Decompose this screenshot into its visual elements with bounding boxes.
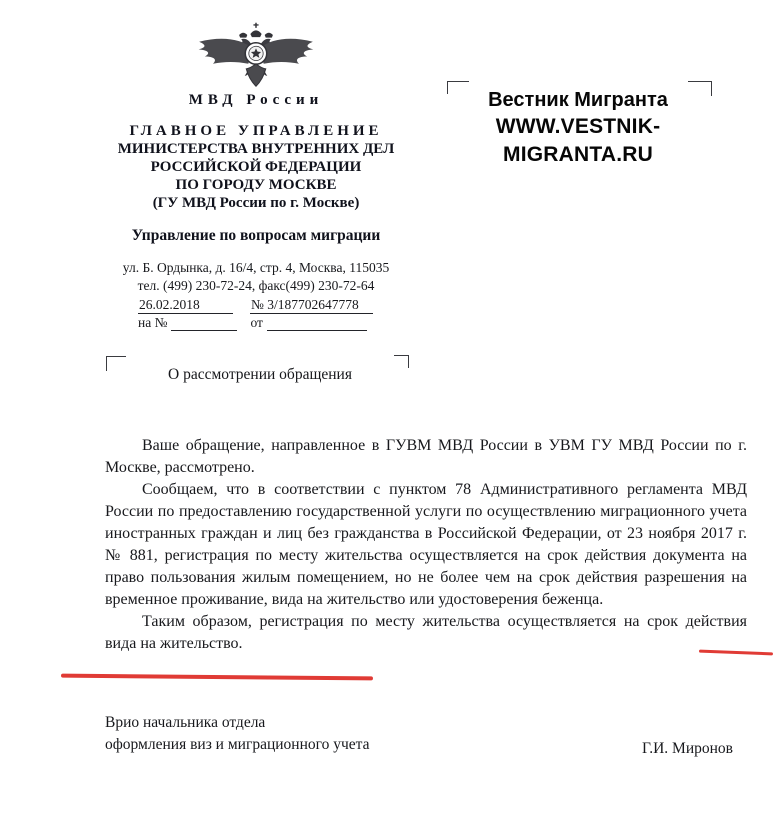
outgoing-number: № 3/187702647778 bbox=[250, 297, 373, 314]
signer-name: Г.И. Миронов bbox=[642, 740, 733, 757]
org-line: (ГУ МВД России по г. Москве) bbox=[152, 195, 360, 211]
body-paragraph: Таким образом, регистрация по месту жительства осуществляется на срок действия вида на жительство. bbox=[105, 613, 747, 652]
ministry-short-title: МВД России bbox=[188, 92, 324, 108]
incoming-reference-row bbox=[138, 314, 378, 331]
incoming-number-blank bbox=[171, 330, 237, 331]
incoming-date-label: от bbox=[250, 315, 263, 330]
body-paragraph: Ваше обращение, направленное в ГУВМ МВД России в УВМ ГУ МВД России по г. Москве, рассмотрено. bbox=[105, 437, 747, 476]
phone-fax-line: тел. (499) 230-72-24, факс(499) 230-72-64 bbox=[137, 278, 375, 293]
incoming-date-blank bbox=[267, 330, 367, 331]
red-underline-vid-na-zhitelstvo bbox=[61, 674, 373, 680]
outgoing-reference-row bbox=[138, 297, 378, 314]
signer-title-line: оформления виз и миграционного учета bbox=[105, 736, 370, 753]
org-line: МИНИСТЕРСТВА ВНУТРЕННИХ ДЕЛ bbox=[117, 141, 395, 157]
address-line: ул. Б. Ордынка, д. 16/4, стр. 4, Москва, 115035 bbox=[122, 260, 390, 275]
mvd-eagle-emblem bbox=[192, 20, 320, 90]
org-name-block bbox=[88, 122, 424, 212]
org-line: ГЛАВНОЕ УПРАВЛЕНИЕ bbox=[129, 123, 383, 139]
org-line: ПО ГОРОДУ МОСКВЕ bbox=[175, 177, 337, 193]
body-paragraph: Сообщаем, что в соответствии с пунктом 78 Административного регламента МВД России по предоставлению государственной услуги по осуществлению миграционного учета иностранных граждан и лиц без гражданства в Российской Федерации, от 23 ноября 2017 г. № 881, регистрация по месту жительства осуществляется на срок действия документа на право пользования жилым помещением, но не более чем на срок действия разрешения на временное проживание, вида на жительство или удостоверения беженца. bbox=[105, 481, 747, 608]
site-stamp-name: Вестник Мигранта bbox=[488, 89, 668, 111]
contacts-block bbox=[88, 259, 424, 295]
site-stamp-url: WWW.VESTNIK-MIGRANTA.RU bbox=[495, 115, 661, 166]
signature-block bbox=[105, 712, 733, 756]
org-line: РОССИЙСКОЙ ФЕДЕРАЦИИ bbox=[150, 159, 362, 175]
letterhead bbox=[88, 20, 424, 331]
site-stamp-overlay bbox=[432, 88, 724, 169]
subject-line: О рассмотрении обращения bbox=[168, 366, 352, 383]
outgoing-date: 26.02.2018 bbox=[138, 297, 233, 314]
reference-block bbox=[138, 297, 378, 331]
department-name: Управление по вопросам миграции bbox=[131, 227, 381, 244]
signer-title-line: Врио начальника отдела bbox=[105, 714, 266, 731]
letter-body bbox=[105, 435, 747, 655]
incoming-number-label: на № bbox=[138, 315, 168, 330]
